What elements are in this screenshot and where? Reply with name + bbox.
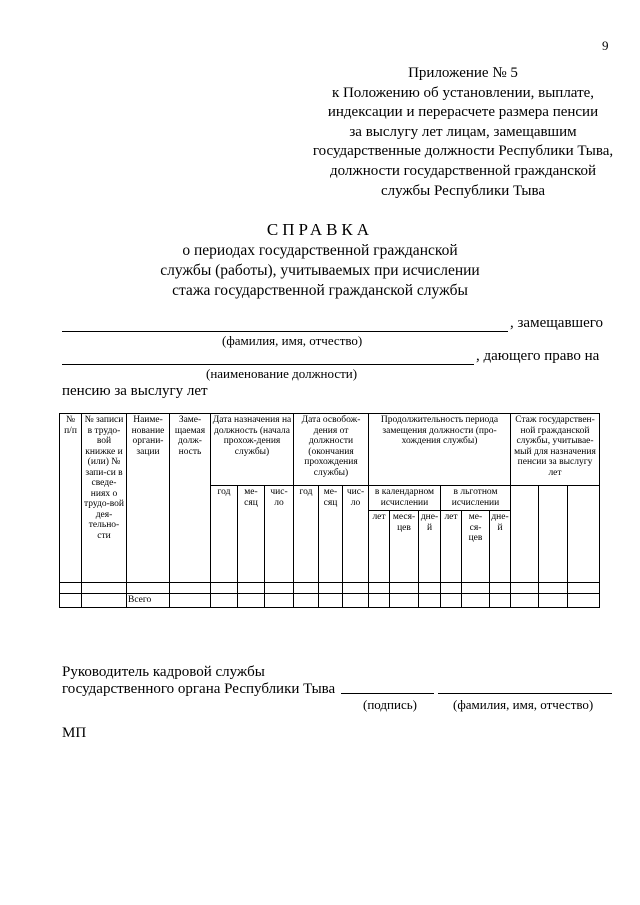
- cell[interactable]: [170, 594, 211, 608]
- total-row: [60, 594, 600, 608]
- cell[interactable]: [568, 594, 600, 608]
- cell[interactable]: [294, 583, 319, 594]
- header-release-date: Дата освобож-дения от должности (окончания прохождения службы): [294, 414, 369, 486]
- header-duration: Продолжительность периода замещения должности (про-хождения службы): [369, 414, 511, 486]
- header-record: № записи в трудо-вой книжке и (или) № запи-си в сведе-ниях о трудо-вой дея-тельно-сти: [82, 414, 127, 583]
- cell[interactable]: [539, 594, 568, 608]
- cell[interactable]: [238, 594, 265, 608]
- appendix-block: [300, 64, 626, 201]
- cell[interactable]: [419, 594, 441, 608]
- service-periods-table: [59, 413, 600, 608]
- cell[interactable]: [211, 583, 238, 594]
- cell[interactable]: [265, 594, 294, 608]
- fio-line[interactable]: [438, 693, 612, 694]
- header-days: дне-й: [490, 511, 511, 583]
- cell[interactable]: [238, 583, 265, 594]
- header-year: год: [211, 486, 238, 583]
- appendix-line: государственные должности Республики Тыва,: [312, 143, 614, 160]
- cell[interactable]: [343, 594, 369, 608]
- cell[interactable]: [343, 583, 369, 594]
- appendix-line: индексации и перерасчете размера пенсии: [327, 104, 599, 121]
- header-calendar: в календарном исчислении: [369, 486, 441, 511]
- cell[interactable]: [127, 583, 170, 594]
- document-subtitle: [120, 241, 520, 301]
- header-day: чис-ло: [343, 486, 369, 583]
- cell[interactable]: [319, 594, 343, 608]
- cell[interactable]: [441, 583, 462, 594]
- cell[interactable]: [82, 583, 127, 594]
- header-organization: Наиме-нование органи-зации: [127, 414, 170, 583]
- stazh-cell: [568, 486, 600, 583]
- name-fill-line[interactable]: [62, 331, 508, 332]
- stazh-cell: [511, 486, 539, 583]
- cell[interactable]: [462, 594, 490, 608]
- subtitle-line: стажа государственной гражданской службы: [172, 282, 468, 299]
- cell[interactable]: [490, 594, 511, 608]
- cell[interactable]: [441, 594, 462, 608]
- cell[interactable]: [369, 583, 390, 594]
- cell[interactable]: [490, 583, 511, 594]
- cell[interactable]: [60, 583, 82, 594]
- header-months: ме-ся-цев: [462, 511, 490, 583]
- appendix-line: к Положению об установлении, выплате,: [331, 84, 595, 101]
- head-line-2: государственного органа Республики Тыва: [62, 681, 336, 697]
- page-number: 9: [602, 38, 609, 53]
- name-caption: (фамилия, имя, отчество): [222, 333, 363, 348]
- cell[interactable]: [419, 583, 441, 594]
- head-line-1: Руководитель кадровой службы: [62, 664, 265, 680]
- signature-caption: (подпись): [363, 697, 417, 712]
- header-years: лет: [441, 511, 462, 583]
- table-row: [60, 583, 600, 594]
- cell[interactable]: [390, 594, 419, 608]
- header-years: лет: [369, 511, 390, 583]
- subtitle-line: о периодах государственной гражданской: [182, 242, 458, 259]
- cell[interactable]: [170, 583, 211, 594]
- header-appointment-date: Дата назначения на должность (начала прохож-дения службы): [211, 414, 294, 486]
- position-fill-line[interactable]: [62, 364, 474, 365]
- appendix-line: за выслугу лет лицам, замещавшим: [349, 123, 577, 140]
- cell[interactable]: [211, 594, 238, 608]
- stazh-cell: [539, 486, 568, 583]
- total-label: Всего: [127, 594, 170, 608]
- cell[interactable]: [390, 583, 419, 594]
- stamp-place: МП: [62, 725, 87, 741]
- fio-caption: (фамилия, имя, отчество): [453, 697, 594, 712]
- header-position: Заме-щаемая долж-ность: [170, 414, 211, 583]
- subtitle-line: службы (работы), учитываемых при исчислении: [160, 262, 480, 279]
- header-stazh: Стаж государствен-ной гражданской службы, учитывае-мый для назначения пенсии за выслугу лет: [511, 414, 600, 486]
- cell[interactable]: [462, 583, 490, 594]
- header-months: меся-цев: [390, 511, 419, 583]
- cell[interactable]: [511, 594, 539, 608]
- document-title: СПРАВКА: [266, 220, 374, 239]
- replaced-suffix: , замещавшего: [510, 315, 604, 331]
- header-year: год: [294, 486, 319, 583]
- cell: [60, 594, 82, 608]
- header-day: чис-ло: [265, 486, 294, 583]
- entitling-suffix: , дающего право на: [476, 348, 600, 364]
- header-month: ме-сяц: [238, 486, 265, 583]
- signature-line[interactable]: [341, 693, 434, 694]
- cell[interactable]: [369, 594, 390, 608]
- cell[interactable]: [294, 594, 319, 608]
- appendix-line: должности государственной гражданской: [329, 162, 597, 179]
- cell[interactable]: [511, 583, 539, 594]
- cell[interactable]: [319, 583, 343, 594]
- header-no: № п/п: [60, 414, 82, 583]
- header-preferential: в льготном исчислении: [441, 486, 511, 511]
- appendix-line: службы Республики Тыва: [380, 182, 546, 199]
- header-days: дне-й: [419, 511, 441, 583]
- cell: [82, 594, 127, 608]
- header-month: ме-сяц: [319, 486, 343, 583]
- cell[interactable]: [539, 583, 568, 594]
- position-caption: (наименование должности): [206, 366, 358, 381]
- appendix-line: Приложение № 5: [408, 65, 518, 81]
- pension-line: пенсию за выслугу лет: [62, 383, 208, 399]
- cell[interactable]: [568, 583, 600, 594]
- cell[interactable]: [265, 583, 294, 594]
